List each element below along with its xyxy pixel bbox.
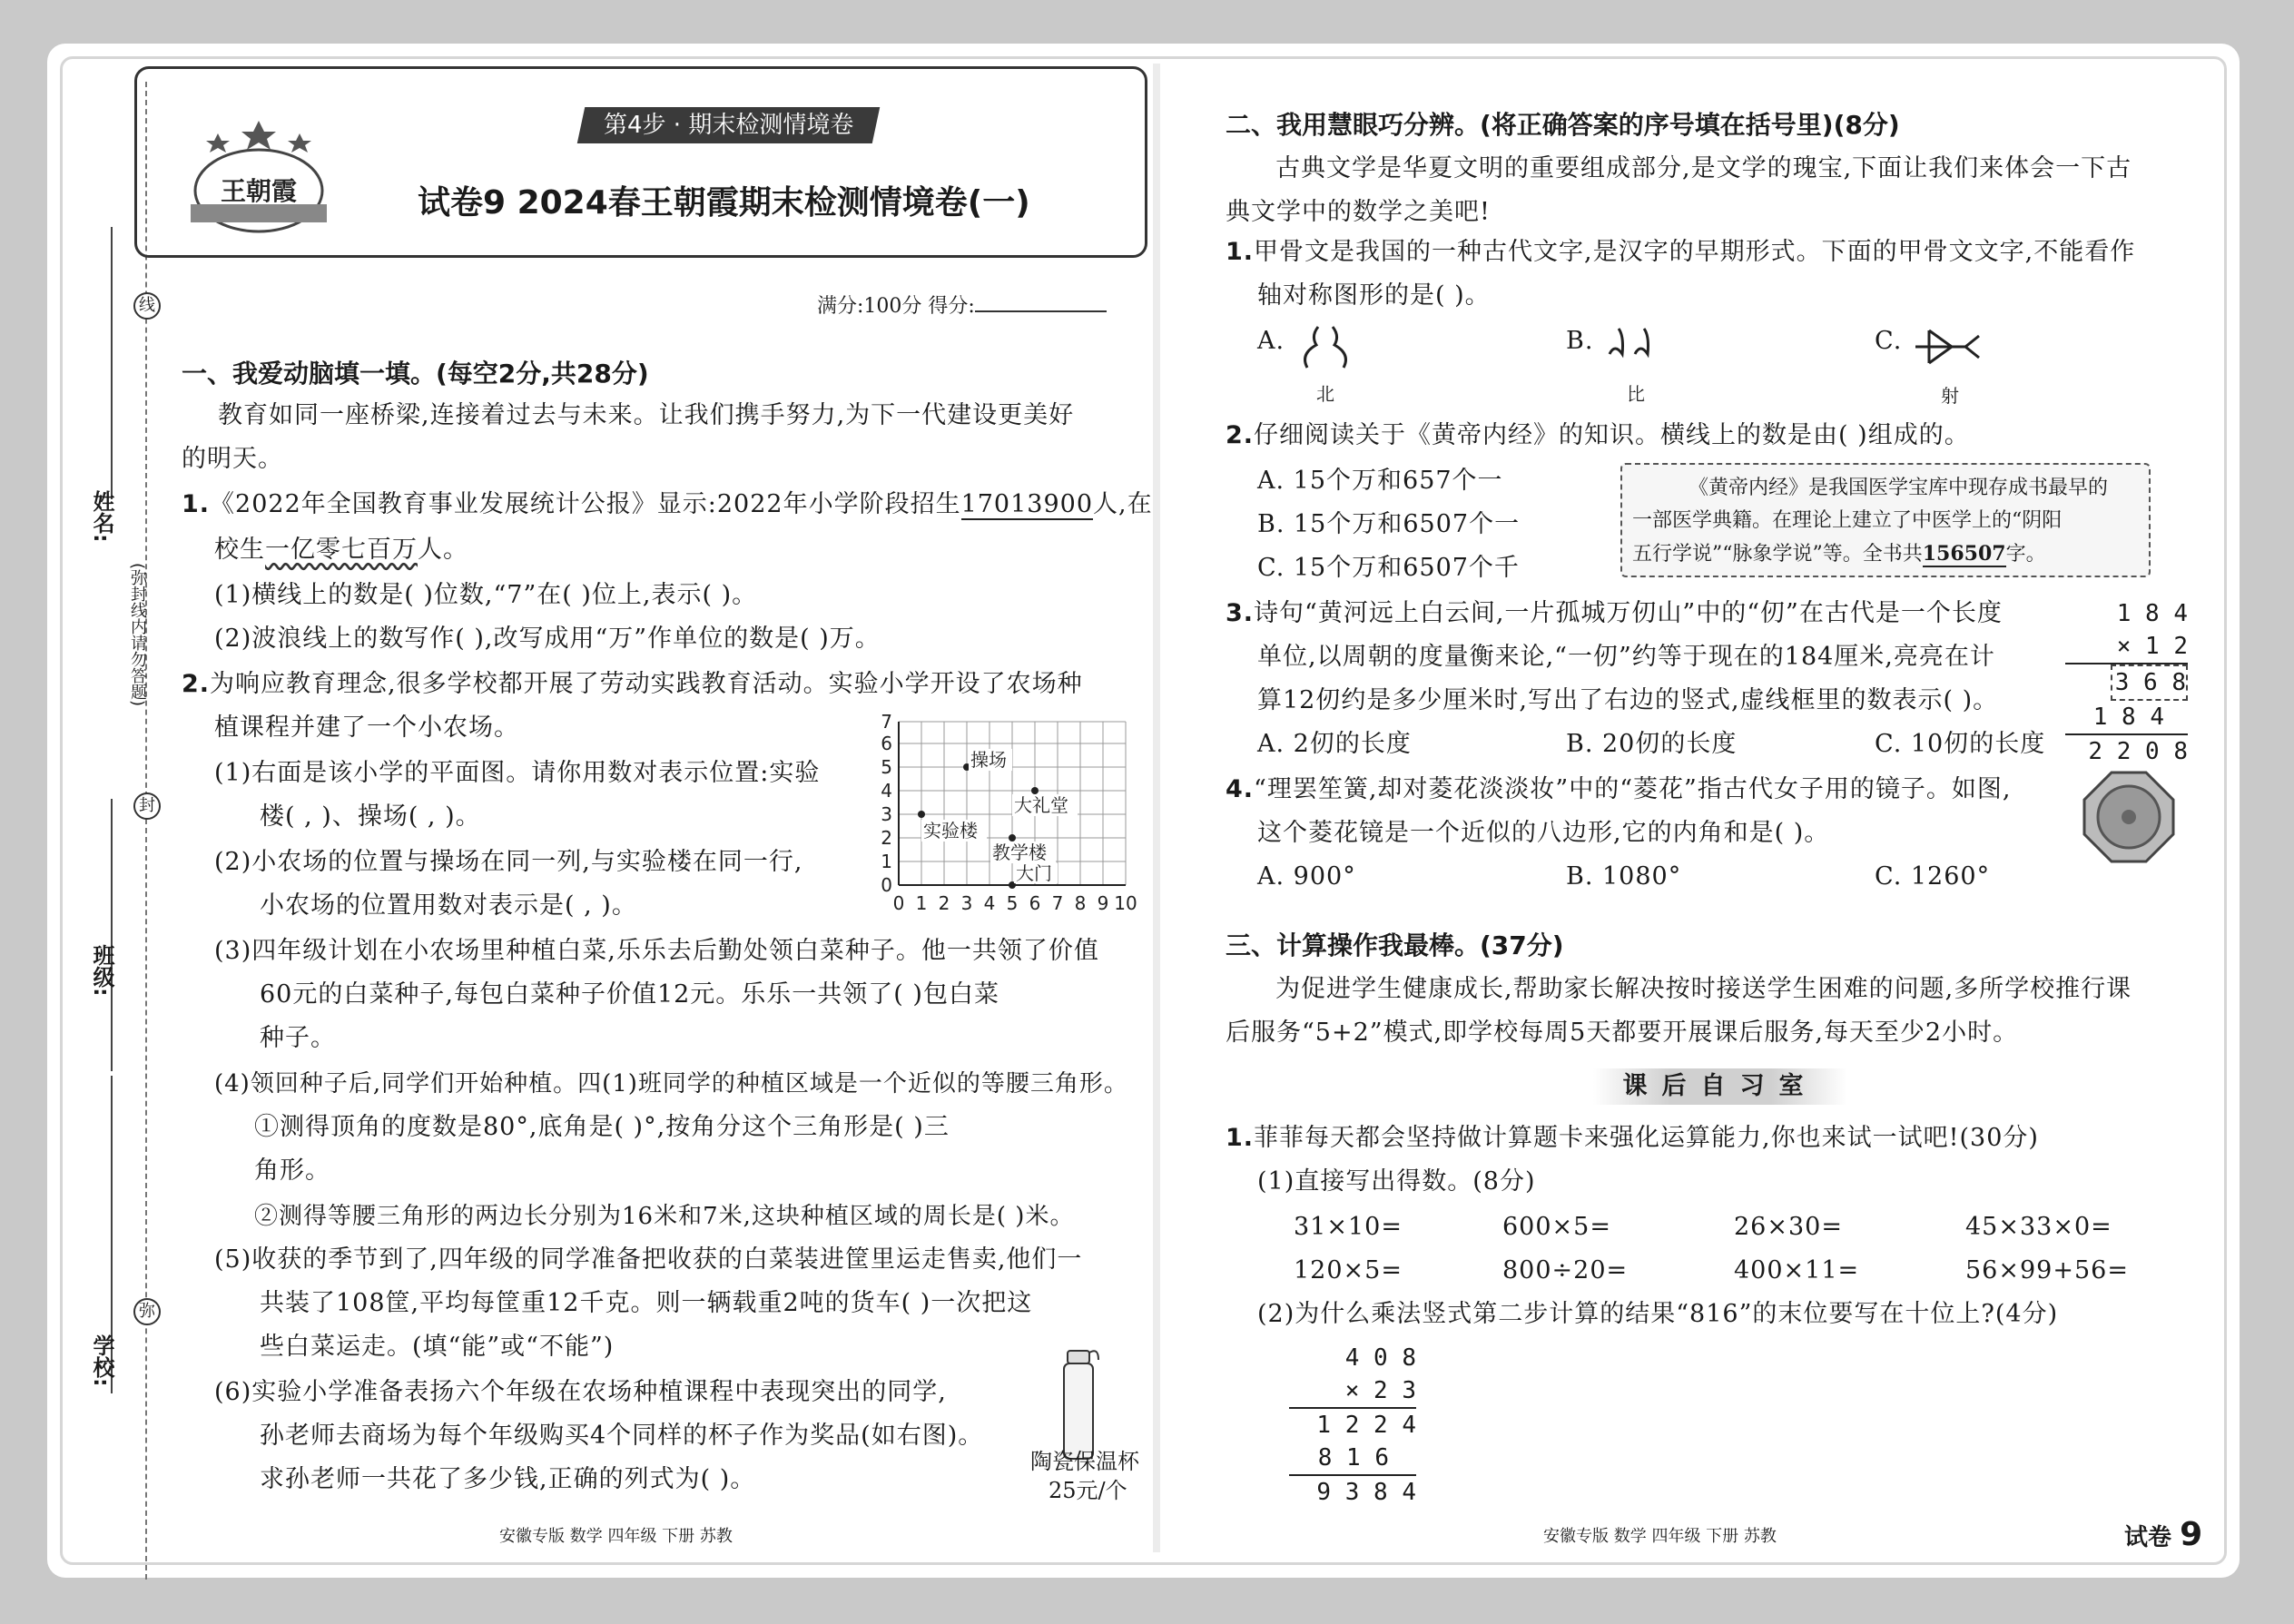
s2-q1-line2: 轴对称图形的是( )。 (1257, 281, 1491, 310)
score-line: 满分:100分 得分: (817, 290, 1107, 319)
after-school-study-room-banner: 课后自习室 (1593, 1068, 1847, 1105)
s1-q2-part4-line3: 角形。 (254, 1156, 330, 1185)
s1-q2-part2-line2: 小农场的位置用数对表示是( , )。 (260, 891, 637, 920)
info-box-line3: 五行学说”“脉象学说”等。全书共156507字。 (1632, 542, 2046, 566)
oracle-glyph-bei (1294, 318, 1357, 381)
calc-4: 45×33×0= (1965, 1213, 2112, 1241)
s1-q2-part4-line1: (4)领回种子后,同学们开始种植。四(1)班同学的种植区域是一个近似的等腰三角形。 (214, 1070, 1128, 1097)
s1-q2-part5-line3: 些白菜运走。(填“能”或“不能”) (260, 1333, 615, 1361)
lingua-mirror-image (2079, 767, 2179, 867)
school-label: 学校: (89, 1334, 114, 1387)
svg-text:7: 7 (881, 713, 892, 733)
s2-q3-opt-b: B. 20仞的长度 (1566, 730, 1738, 758)
s2-q4-opt-b: B. 1080° (1566, 862, 1682, 891)
svg-text:3: 3 (960, 892, 973, 914)
school-floor-plan-grid (867, 713, 1157, 917)
svg-text:2: 2 (938, 892, 950, 914)
svg-text:0: 0 (892, 892, 905, 914)
s1-q2-part1-line2: 楼( , )、操场( , )。 (260, 802, 481, 831)
s2-q4: 4.“理罢笙簧,却对菱花淡淡妆”中的“菱花”指古代女子用的镜子。如图, (1226, 775, 2012, 803)
mi-mark: 弥 (133, 1298, 161, 1325)
s1-q2-part5-line1: (5)收获的季节到了,四年级的同学准备把收获的白菜装进筐里运走售卖,他们一 (214, 1245, 1083, 1274)
svg-text:6: 6 (881, 733, 892, 754)
s2-q2-opt-b: B. 15个万和6507个一 (1257, 510, 1521, 538)
cup-price: 25元/个 (1049, 1478, 1127, 1503)
grid-label-teaching: 教学楼 (992, 842, 1047, 863)
s2-q2-opt-a: A. 15个万和657个一 (1257, 467, 1503, 495)
s1-q2-part2-line1: (2)小农场的位置与操场在同一列,与实验楼在同一行, (214, 848, 803, 876)
s2-q3-opt-c: C. 10仞的长度 (1875, 730, 2046, 758)
cup-label: 陶瓷保温杯 (1030, 1449, 1139, 1474)
svg-text:5: 5 (881, 756, 892, 778)
grid-label-auditorium: 大礼堂 (1014, 794, 1068, 816)
oracle-glyph-she (1906, 320, 1988, 374)
binding-warning: (弥封线内请勿答题) (128, 563, 147, 707)
s2-q1-opt-b: B. (1566, 327, 1594, 355)
s3-q1: 1.菲菲每天都会坚持做计算题卡来强化运算能力,你也来试一试吧!(30分) (1226, 1124, 2039, 1152)
footer-left: 安徽专版 数学 四年级 下册 苏教 (499, 1527, 733, 1546)
s2-q3-line3: 算12仞约是多少厘米时,写出了右边的竖式,虚线框里的数表示( )。 (1257, 686, 1999, 714)
class-label: 班级: (89, 944, 114, 997)
calc-3: 26×30= (1734, 1213, 1843, 1241)
svg-text:6: 6 (1029, 892, 1041, 914)
svg-text:9: 9 (1097, 892, 1109, 914)
svg-text:4: 4 (881, 780, 892, 802)
s3-q1-part2: (2)为什么乘法竖式第二步计算的结果“816”的末位要写在十位上?(4分) (1257, 1300, 2059, 1328)
svg-text:10: 10 (1114, 892, 1137, 914)
svg-text:2: 2 (881, 827, 892, 849)
s2-q2-opt-c: C. 15个万和6507个千 (1257, 554, 1520, 582)
calc-1: 31×10= (1294, 1213, 1403, 1241)
s2-q1-opt-a: A. (1257, 327, 1285, 355)
s1-q2-part6-line3: 求孙老师一共花了多少钱,正确的列式为( )。 (260, 1465, 756, 1493)
svg-text:4: 4 (983, 892, 996, 914)
calc-6: 800÷20= (1502, 1256, 1629, 1284)
section1-heading: 一、我爱动脑填一填。(每空2分,共28分) (182, 359, 649, 389)
exam-title: 试卷9 2024春王朝霞期末检测情境卷(一) (418, 184, 1030, 221)
info-box-line1: 《黄帝内经》是我国医学宝库中现存成书最早的 (1689, 477, 2109, 499)
grid-label-lab: 实验楼 (923, 820, 978, 842)
s1-q1: 1.《2022年全国教育事业发展统计公报》显示:2022年小学阶段招生17013900人,在 (182, 490, 1153, 518)
s1-q2-part3-line1: (3)四年级计划在小农场里种植白菜,乐乐去后勤处领白菜种子。他一共领了价值 (214, 937, 1099, 965)
s1-q2-line2: 植课程并建了一个小农场。 (214, 714, 519, 742)
calc-5: 120×5= (1294, 1256, 1403, 1284)
s2-q2: 2.仔细阅读关于《黄帝内经》的知识。横线上的数是由( )组成的。 (1226, 421, 1970, 449)
svg-text:3: 3 (881, 803, 892, 825)
svg-text:5: 5 (1006, 892, 1019, 914)
name-line (111, 227, 113, 499)
enrollment-number: 17013900 (960, 490, 1094, 518)
s2-q1: 1.甲骨文是我国的一种古代文字,是汉字的早期形式。下面的甲骨文文字,不能看作 (1226, 238, 2136, 266)
s1-q2-part3-line3: 种子。 (260, 1024, 336, 1052)
step-banner: 第4步 · 期末检测情境卷 (577, 107, 881, 143)
wavy-number: 一亿零七百万 (265, 536, 418, 564)
class-line (111, 799, 113, 1071)
footer-right: 安徽专版 数学 四年级 下册 苏教 (1543, 1527, 1777, 1546)
page-label: 试卷 9 (2124, 1516, 2203, 1553)
s2-q1-opt-c: C. (1875, 327, 1903, 355)
s1-q1-part1: (1)横线上的数是( )位数,“7”在( )位上,表示( )。 (214, 581, 758, 609)
glyph-label-a: 北 (1316, 383, 1334, 405)
logo-text: 王朝霞 (220, 176, 298, 206)
svg-text:1: 1 (881, 851, 892, 872)
s1-q2-part3-line2: 60元的白菜种子,每包白菜种子价值12元。乐乐一共领了( )包白菜 (260, 980, 999, 1009)
s2-q3: 3.诗句“黄河远上白云间,一片孤城万仞山”中的“仞”在古代是一个长度 (1226, 599, 2003, 627)
score-blank[interactable] (975, 310, 1107, 312)
s1-q2: 2.为响应教育理念,很多学校都开展了劳动实践教育活动。实验小学开设了农场种 (182, 670, 1083, 698)
section2-intro-line1: 古典文学是华夏文明的重要组成部分,是文学的瑰宝,下面让我们来体会一下古 (1275, 154, 2132, 182)
s2-q3-line2: 单位,以周朝的度量衡来论,“一仞”约等于现在的184厘米,亮亮在计 (1257, 643, 1995, 671)
svg-text:8: 8 (1074, 892, 1087, 914)
glyph-label-c: 射 (1941, 385, 1959, 407)
vertical-calc-184x12: 1 8 4 × 1 2 3 6 8 1 8 4 2 2 0 8 (2065, 597, 2188, 768)
section2-heading: 二、我用慧眼巧分辨。(将正确答案的序号填在括号里)(8分) (1226, 110, 1900, 140)
s1-q2-part4-line4: ②测得等腰三角形的两边长分别为16米和7米,这块种植区域的周长是( )米。 (254, 1203, 1075, 1230)
s1-q2-part4-line2: ①测得顶角的度数是80°,底角是( )°,按角分这个三角形是( )三 (254, 1113, 950, 1141)
svg-text:7: 7 (1051, 892, 1064, 914)
section3-intro-line2: 后服务“5+2”模式,即学校每周5天都要开展课后服务,每天至少2小时。 (1226, 1019, 2019, 1047)
page-number: 9 (2180, 1516, 2203, 1553)
s1-q2-part6-line1: (6)实验小学准备表扬六个年级在农场种植课程中表现突出的同学, (214, 1378, 947, 1406)
section1-intro-line2: 的明天。 (182, 445, 283, 473)
svg-text:0: 0 (881, 874, 892, 896)
s2-q4-opt-c: C. 1260° (1875, 862, 1991, 891)
grid-label-gate: 大门 (1016, 862, 1052, 884)
vertical-calc-408x23: 4 0 8 × 2 3 1 2 2 4 8 1 6 9 3 8 4 (1289, 1342, 1416, 1509)
publisher-logo (182, 113, 336, 241)
s1-q1-part2: (2)波浪线上的数写作( ),改写成用“万”作单位的数是( )万。 (214, 625, 881, 653)
s2-q3-opt-a: A. 2仞的长度 (1257, 730, 1412, 758)
info-box-line2: 一部医学典籍。在理论上建立了中医学上的“阴阳 (1632, 509, 2063, 532)
s1-q2-part5-line2: 共装了108筐,平均每筐重12千克。则一辆载重2吨的货车( )一次把这 (260, 1289, 1033, 1317)
s2-q4-line2: 这个菱花镜是一个近似的八边形,它的内角和是( )。 (1257, 819, 1830, 847)
svg-text:1: 1 (915, 892, 928, 914)
section1-intro-line1: 教育如同一座桥梁,连接着过去与未来。让我们携手努力,为下一代建设更美好 (218, 401, 1075, 429)
calc-2: 600×5= (1502, 1213, 1611, 1241)
glyph-label-b: 比 (1627, 383, 1645, 405)
s1-q2-part6-line2: 孙老师去商场为每个年级购买4个同样的杯子作为奖品(如右图)。 (260, 1422, 984, 1450)
oracle-glyph-bi (1602, 318, 1666, 381)
xian-mark: 线 (133, 292, 161, 320)
s2-q4-opt-a: A. 900° (1257, 862, 1356, 891)
s1-q1-line2: 校生一亿零七百万人。 (214, 536, 468, 564)
name-label: 姓名: (89, 490, 114, 543)
feng-mark: 封 (133, 792, 161, 820)
dashed-partial-product: 3 6 8 (2111, 664, 2188, 701)
s3-q1-part1: (1)直接写出得数。(8分) (1257, 1167, 1536, 1196)
section3-heading: 三、计算操作我最棒。(37分) (1226, 930, 1564, 960)
s1-q2-part1-line1: (1)右面是该小学的平面图。请你用数对表示位置:实验 (214, 759, 821, 787)
grid-label-playground: 操场 (970, 749, 1007, 771)
calc-8: 56×99+56= (1965, 1256, 2129, 1284)
calc-7: 400×11= (1734, 1256, 1860, 1284)
section3-intro-line1: 为促进学生健康成长,帮助家长解决按时接送学生困难的问题,多所学校推行课 (1275, 975, 2132, 1003)
section2-intro-line2: 典文学中的数学之美吧! (1226, 198, 1491, 226)
